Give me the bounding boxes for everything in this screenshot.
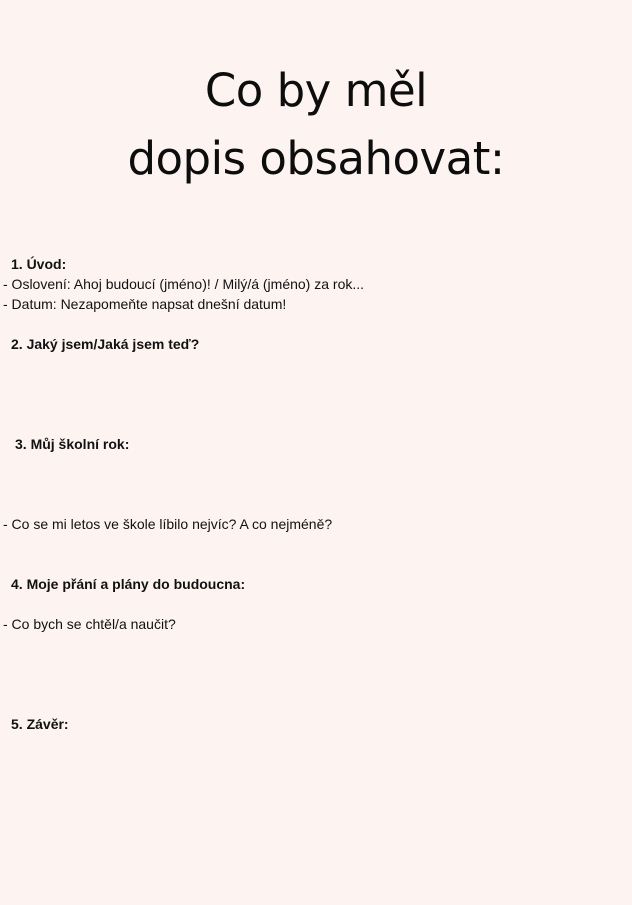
page-title-line-2: dopis obsahovat: — [127, 132, 505, 185]
wishes-line-question: - Co bych se chtěl/a naučit? — [3, 616, 176, 632]
page-title-line-1: Co by měl — [204, 64, 428, 117]
section-heading-about-me: 2. Jaký jsem/Jaká jsem teď? — [11, 336, 200, 352]
school-year-line-question: - Co se mi letos ve škole líbilo nejvíc? A co nejméně? — [3, 516, 333, 532]
section-heading-school-year: 3. Můj školní rok: — [15, 436, 130, 452]
intro-line-greeting: - Oslovení: Ahoj budoucí (jméno)! / Milý/á (jméno) za rok... — [3, 276, 365, 292]
section-heading-intro: 1. Úvod: — [11, 256, 67, 272]
section-heading-conclusion: 5. Závěr: — [11, 716, 69, 732]
section-heading-wishes-plans: 4. Moje přání a plány do budoucna: — [11, 576, 246, 592]
intro-line-date: - Datum: Nezapomeňte napsat dnešní datum! — [3, 296, 287, 312]
